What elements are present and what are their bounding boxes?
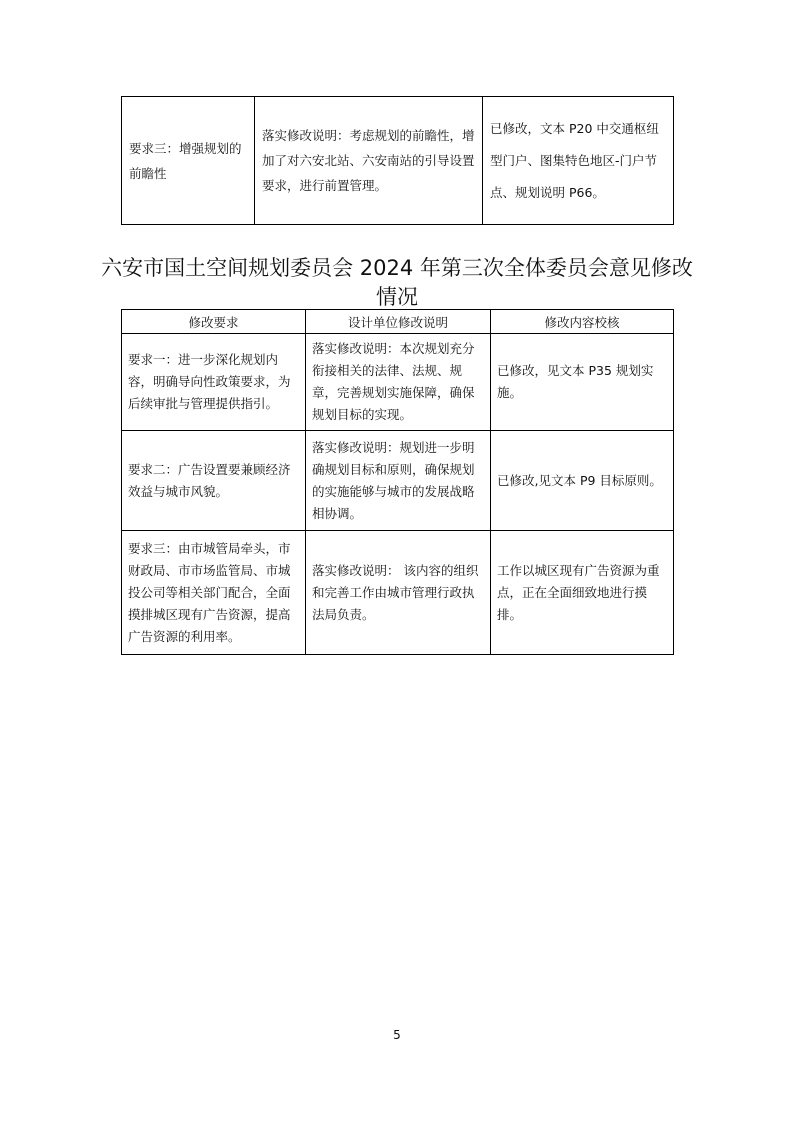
check-cell: 已修改，见文本 P35 规划实施。	[491, 334, 674, 431]
requirement-cell: 要求一：进一步深化规划内容，明确导向性政策要求，为后续审批与管理提供指引。	[122, 334, 306, 431]
explanation-cell: 落实修改说明：本次规划充分衔接相关的法律、法规、规章，完善规划实施保障，确保规划目标的实现。	[306, 334, 491, 431]
check-cell: 已修改，文本 P20 中交通枢纽型门户、图集特色地区-门户节点、规划说明 P66。	[483, 97, 674, 225]
check-cell: 已修改,见文本 P9 目标原则。	[491, 431, 674, 531]
column-header-explanation: 设计单位修改说明	[306, 310, 491, 334]
table-row	[122, 531, 674, 655]
requirement-cell: 要求三：增强规划的前瞻性	[122, 97, 255, 225]
continued-table	[121, 96, 674, 225]
table-row	[122, 97, 674, 225]
table-row	[122, 334, 674, 431]
page-number: 5	[393, 1028, 401, 1042]
check-cell: 工作以城区现有广告资源为重点，正在全面细致地进行摸排。	[491, 531, 674, 655]
table-header-row	[122, 310, 674, 334]
requirement-cell: 要求三：由市城管局牵头，市财政局、市市场监管局、市城投公司等相关部门配合，全面摸排城区现有广告资源，提高广告资源的利用率。	[122, 531, 306, 655]
explanation-cell: 落实修改说明： 该内容的组织和完善工作由城市管理行政执法局负责。	[306, 531, 491, 655]
requirement-cell: 要求二：广告设置要兼顾经济效益与城市风貌。	[122, 431, 306, 531]
column-header-requirement: 修改要求	[122, 310, 306, 334]
column-header-check: 修改内容校核	[491, 310, 674, 334]
table-row	[122, 431, 674, 531]
revision-table	[121, 309, 674, 655]
explanation-cell: 落实修改说明：规划进一步明确规划目标和原则，确保规划的实施能够与城市的发展战略相协调。	[306, 431, 491, 531]
section-title: 六安市国土空间规划委员会 2024 年第三次全体委员会意见修改情况	[101, 256, 693, 309]
explanation-cell: 落实修改说明：考虑规划的前瞻性，增加了对六安北站、六安南站的引导设置要求，进行前置管理。	[255, 97, 483, 225]
